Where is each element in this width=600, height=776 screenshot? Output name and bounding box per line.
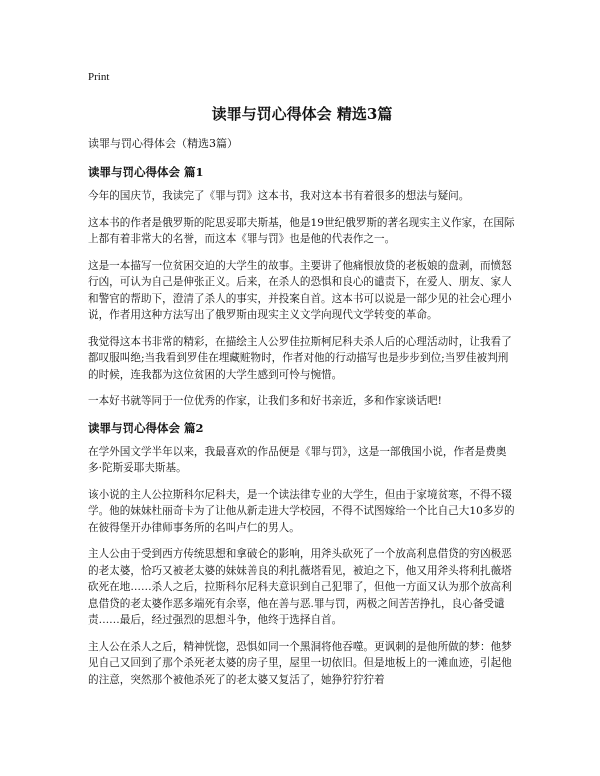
document-subtitle: 读罪与罚心得体会（精选3篇） [88, 137, 238, 150]
paragraph: 今年的国庆节，我读完了《罪与罚》这本书，我对这本书有着很多的想法与疑问。 [88, 190, 470, 202]
section-heading: 读罪与罚心得体会 篇1 [88, 165, 204, 179]
print-link[interactable]: Print [88, 71, 110, 83]
section-heading: 读罪与罚心得体会 篇2 [88, 420, 204, 435]
paragraph: 主人公在杀人之后，精神恍惚，恐惧如同一个黑洞将他吞噬。更讽刺的是他所做的梦：他梦见自己又回到了那个杀死老太婆的房子里，屋里一切依旧。但是地板上的一滩血迹，引起他的注意，突然那个被他杀死了的老太婆又复活了，她狰狞狞狞着 [88, 640, 512, 686]
paragraph: 在学外国文学半年以来，我最喜欢的作品便是《罪与罚》，这是一部俄国小说，作者是费奥多·陀斯妥耶夫斯基。 [88, 445, 507, 474]
document-page [88, 70, 516, 698]
paragraph: 主人公由于受到西方传统思想和拿破仑的影响，用斧头砍死了一个放高利息借贷的穷凶极恶的老太婆，恰巧又被老太婆的妹妹善良的利扎薇塔看见，被迫之下，他又用斧头将利扎薇塔砍死在地……杀人之后，拉斯科尔尼科夫意识到自己犯罪了，但他一方面又认为那个放高利息借贷的老太婆作恶多端死有余辜，他在善与恶.罪与罚，两极之间苦苦挣扎，良心备受谴责……最后，经过强烈的思想斗争，他终于选择自首。 [88, 548, 512, 626]
section-2 [88, 420, 516, 689]
paragraph: 该小说的主人公拉斯科尔尼科夫，是一个读法律专业的大学生，但由于家境贫寒，不得不辍学。他的妹妹杜丽奇卡为了让他从新走进大学校园，不得不试图嫁给一个比自己大10多岁的在彼得堡开办律师事务所的名叫卢仁的男人。 [88, 488, 515, 534]
page-title: 读罪与罚心得体会 精选3篇 [211, 105, 393, 123]
paragraph: 这是一本描写一位贫困交迫的大学生的故事。主要讲了他痛恨放贷的老板娘的盘剥，而愤怒行凶，可认为自己是伸张正义。后来，在杀人的恐惧和良心的谴责下，在爱人、朋友、家人和警官的帮助下，澄清了杀人的事实，并投案自首。这本书可以说是一部少见的社会心理小说，作者用这种方法写出了俄罗斯由现实主义文学向现代文学转变的革命。 [88, 259, 512, 321]
paragraph: 一本好书就等同于一位优秀的作家，让我们多和好书亲近，多和作家谈话吧! [88, 395, 442, 407]
section-1 [88, 164, 516, 410]
paragraph: 我觉得这本书非常的精彩，在描绘主人公罗佳拉斯柯尼科夫杀人后的心理活动时，让我看了都叹服叫绝;当我看到罗佳在埋藏赃物时，作者对他的行动描写也是步步到位;当罗佳被判刑的时候，连我都为这位贫困的大学生感到可怜与惋惜。 [88, 335, 512, 381]
paragraph: 这本书的作者是俄罗斯的陀思妥耶夫斯基，他是19世纪俄罗斯的著名现实主义作家，在国际上都有着非常大的名誉，而这本《罪与罚》也是他的代表作之一。 [88, 216, 515, 245]
